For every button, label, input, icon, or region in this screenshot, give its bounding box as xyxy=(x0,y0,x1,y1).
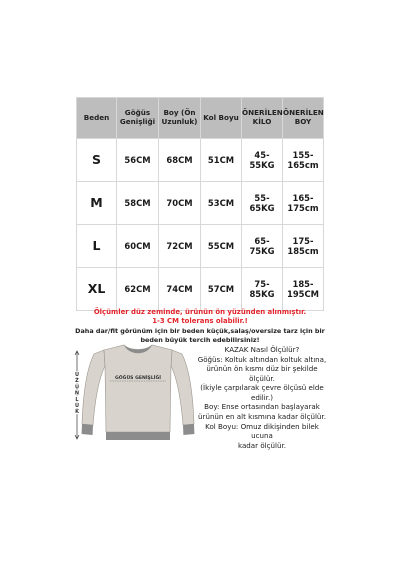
chest-label: GÖĞÜS GENİŞLİĞİ xyxy=(115,376,161,381)
boy-cell: 165- 175cm xyxy=(283,182,324,225)
boy-cell: 175- 185cm xyxy=(283,225,324,268)
instruction-line: ürünün ön kısmı düz bir şekilde ölçülür. xyxy=(206,364,318,383)
size-cell: L xyxy=(77,225,117,268)
length-label-letter: L xyxy=(75,396,79,403)
length-cell: 72CM xyxy=(159,225,201,268)
left-sleeve xyxy=(82,350,105,425)
instruction-line: Göğüs: Koltuk altından koltuk altına, xyxy=(197,354,327,364)
left-cuff xyxy=(82,424,93,435)
hem-band xyxy=(106,432,170,440)
kilo-cell: 55- 65KG xyxy=(242,182,283,225)
instruction-line: edilir.) xyxy=(250,392,274,402)
header-onerilen-kilo: ÖNERİLEN KİLO xyxy=(242,98,283,139)
header-onerilen-boy: ÖNERİLEN BOY xyxy=(283,98,324,139)
header-boy: Boy (Ön Uzunluk) xyxy=(159,98,201,139)
length-label-letter: N xyxy=(74,390,80,397)
fit-advice-line1: Daha dar/fit görünüm için bir beden küçük,salaş/oversize tarz için bir xyxy=(75,326,325,335)
sweater-diagram xyxy=(74,338,196,448)
instruction-line: Boy: Ense ortasından başlayarak xyxy=(204,402,320,412)
instruction-line: (İkiyle çarpılarak çevre ölçüsü elde xyxy=(200,383,324,393)
table-header-row xyxy=(77,98,324,139)
chest-cell: 60CM xyxy=(117,225,159,268)
kilo-cell: 75- 85KG xyxy=(242,268,283,311)
length-label xyxy=(74,371,80,415)
instruction-line: ürünün en alt kısmına kadar ölçülür. xyxy=(198,411,326,421)
right-cuff xyxy=(183,424,194,435)
sweater-body xyxy=(104,345,172,432)
kilo-cell: 45- 55KG xyxy=(242,139,283,182)
sleeve-cell: 57CM xyxy=(201,268,242,311)
table-row xyxy=(77,268,324,311)
sleeve-cell: 55CM xyxy=(201,225,242,268)
instruction-line: kadar ölçülür. xyxy=(237,440,287,450)
chest-cell: 62CM xyxy=(117,268,159,311)
length-label-letter: K xyxy=(75,409,79,416)
chest-cell: 58CM xyxy=(117,182,159,225)
how-to-measure xyxy=(196,345,328,450)
length-cell: 68CM xyxy=(159,139,201,182)
table-row xyxy=(77,225,324,268)
length-label-letter: U xyxy=(74,403,80,409)
size-chart-table xyxy=(76,97,324,311)
boy-cell: 185- 195CM xyxy=(283,268,324,311)
how-to-measure-title: KAZAK Nasıl Ölçülür? xyxy=(224,345,300,354)
sleeve-cell: 53CM xyxy=(201,182,242,225)
table-row xyxy=(77,139,324,182)
fit-advice-line2: beden büyük tercih edebilirsiniz! xyxy=(140,336,260,345)
kilo-cell: 65- 75KG xyxy=(242,225,283,268)
length-label-letter: U xyxy=(74,372,80,378)
tolerance-value: 1-3 CM tolerans olabilir.! xyxy=(152,316,248,325)
chest-cell: 56CM xyxy=(117,139,159,182)
size-cell: M xyxy=(77,182,117,225)
length-cell: 74CM xyxy=(159,268,201,311)
length-label-letter: Z xyxy=(75,378,79,385)
right-sleeve xyxy=(171,350,194,425)
header-gogus: Göğüs Genişliği xyxy=(117,98,159,139)
length-label-letter: U xyxy=(74,384,80,391)
header-beden: Beden xyxy=(77,98,117,139)
length-cell: 70CM xyxy=(159,182,201,225)
header-kol-boyu: Kol Boyu xyxy=(201,98,242,139)
size-cell: XL xyxy=(77,268,117,311)
sleeve-cell: 51CM xyxy=(201,139,242,182)
boy-cell: 155- 165cm xyxy=(283,139,324,182)
size-cell: S xyxy=(77,139,117,182)
tolerance-note: Ölçümler düz zeminde, ürünün ön yüzünden alınmıştır. xyxy=(93,308,307,316)
instruction-line: Kol Boyu: Omuz dikişinden bilek ucuna xyxy=(205,421,319,441)
table-row xyxy=(77,182,324,225)
